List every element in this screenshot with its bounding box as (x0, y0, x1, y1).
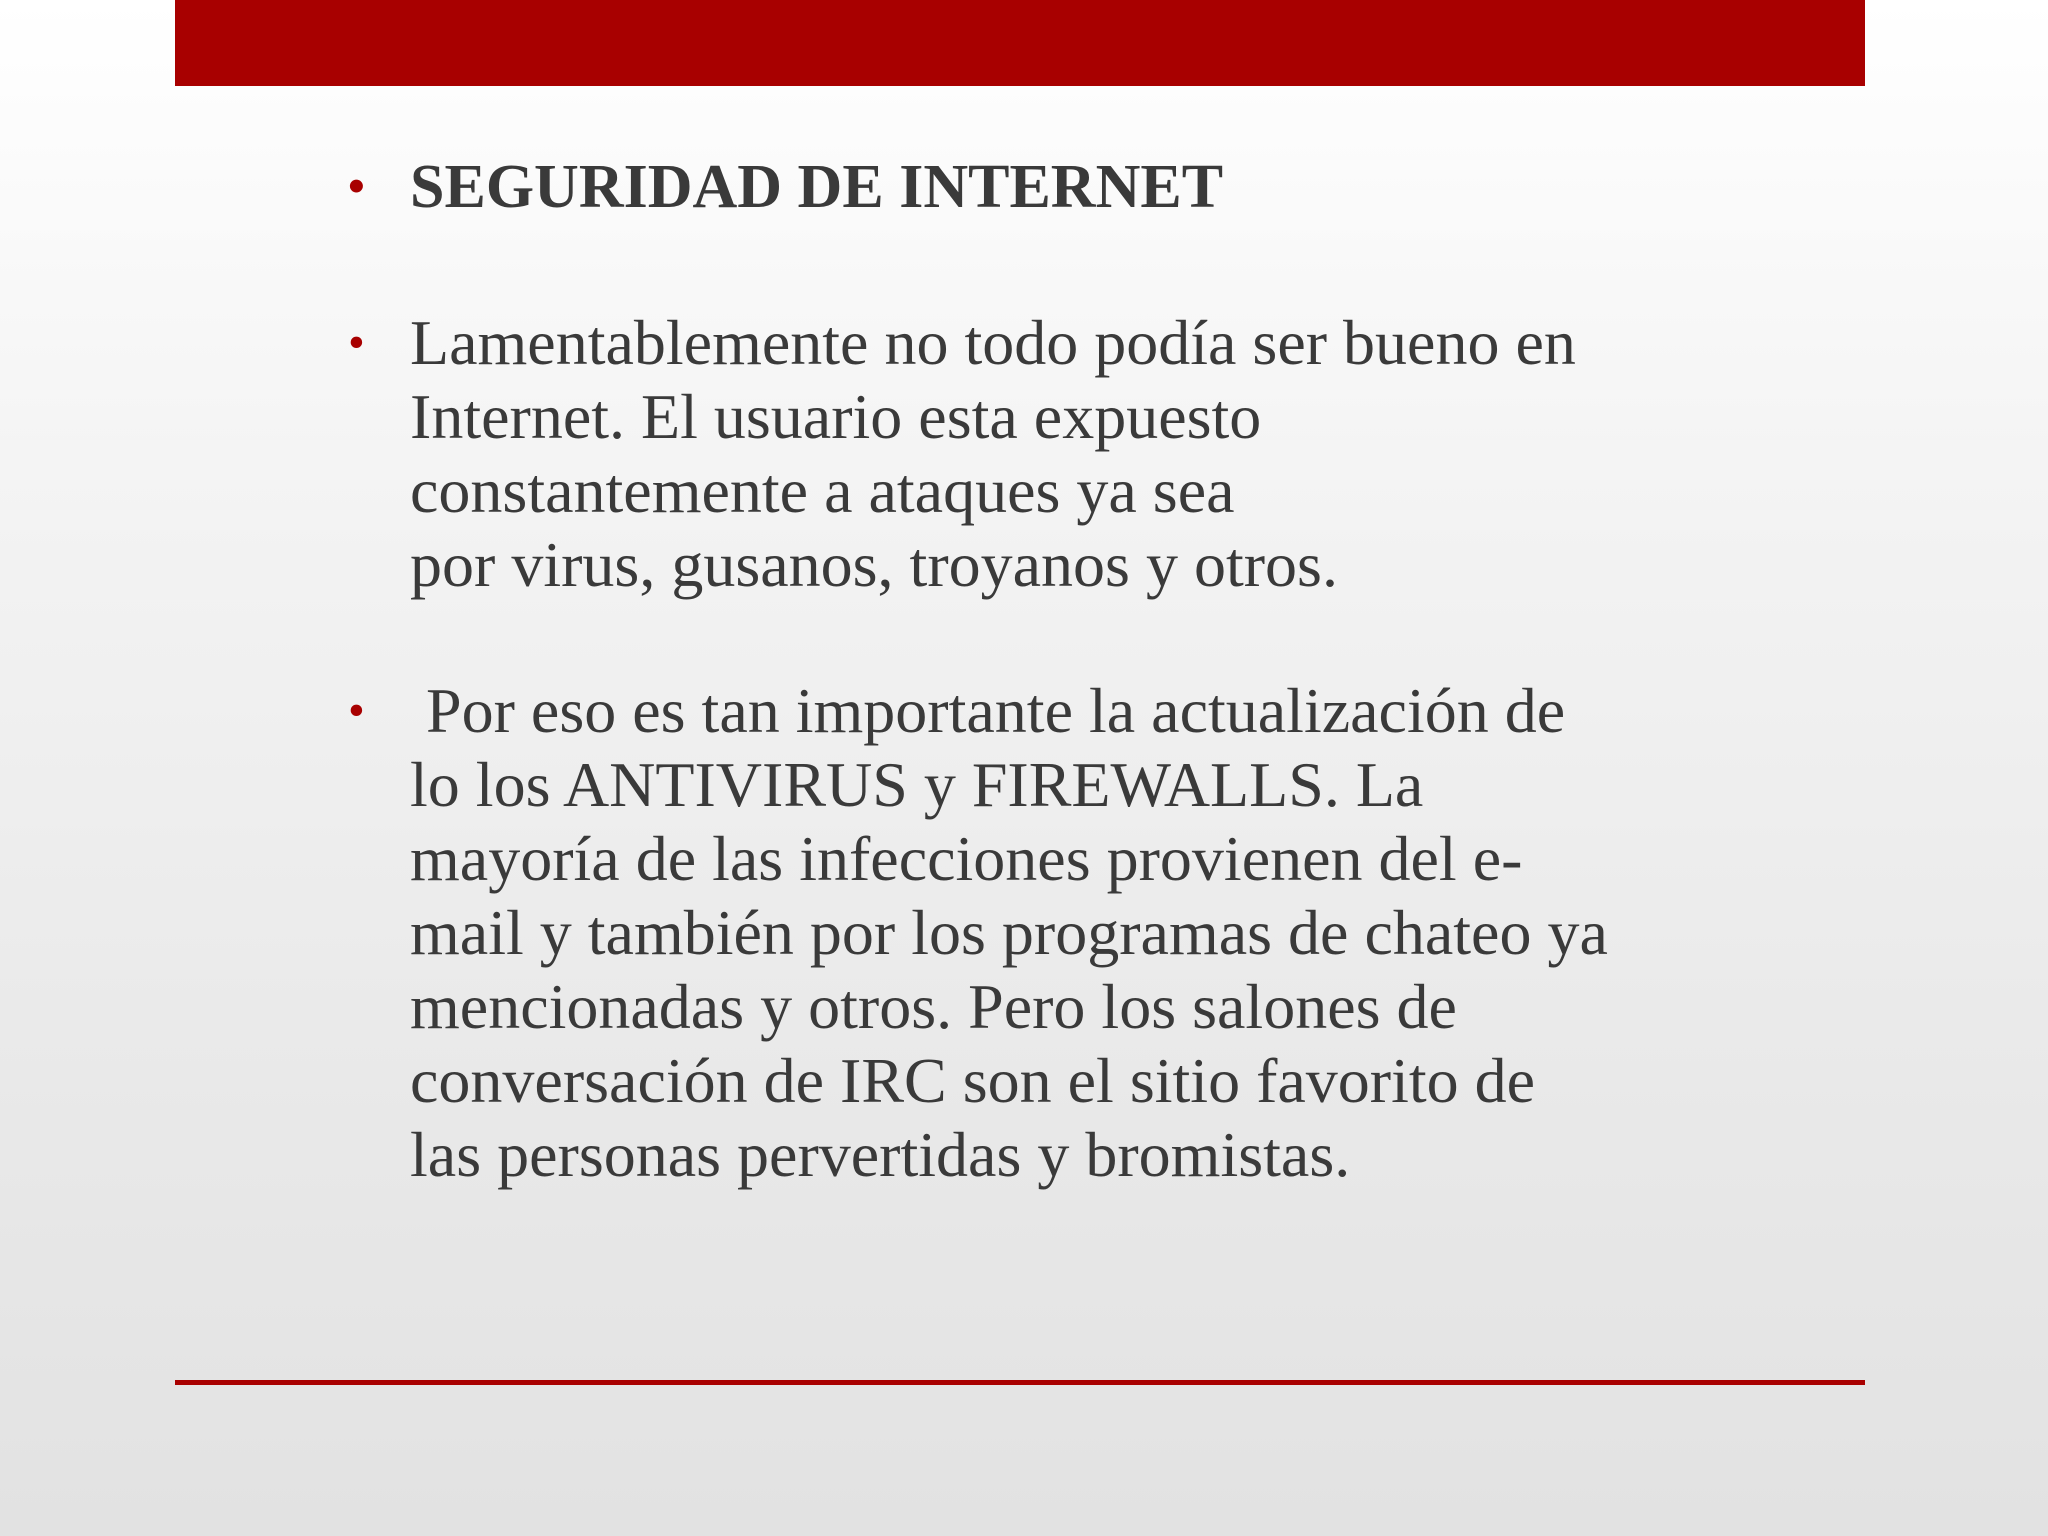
footer-divider (175, 1380, 1865, 1385)
bullet-paragraph-2 (340, 674, 1720, 1192)
bullet-heading (340, 150, 1720, 224)
slide-content (340, 150, 1720, 1264)
header-accent-bar (175, 0, 1865, 86)
paragraph-line: mencionadas y otros. Pero los salones de (410, 971, 1457, 1042)
paragraph-line: Por eso es tan importante la actualización de (410, 675, 1566, 746)
bullet-paragraph-1 (340, 306, 1720, 602)
bullet-icon: • (348, 160, 365, 213)
heading-text: SEGURIDAD DE INTERNET (410, 153, 1224, 221)
bullet-icon: • (348, 684, 365, 737)
paragraph-line: Internet. El usuario esta expuesto (410, 381, 1262, 452)
paragraph-line: constantemente a ataques ya sea (410, 455, 1235, 526)
paragraph-line: mayoría de las infecciones provienen del e- (410, 823, 1523, 894)
paragraph-line: las personas pervertidas y bromistas. (410, 1119, 1351, 1190)
bullet-icon: • (348, 316, 365, 369)
paragraph-line: mail y también por los programas de chateo ya (410, 897, 1608, 968)
paragraph-line: Lamentablemente no todo podía ser bueno en (410, 307, 1576, 378)
paragraph-line: lo los ANTIVIRUS y FIREWALLS. La (410, 749, 1424, 820)
paragraph-line: por virus, gusanos, troyanos y otros. (410, 529, 1338, 600)
paragraph-line: conversación de IRC son el sitio favorito de (410, 1045, 1536, 1116)
